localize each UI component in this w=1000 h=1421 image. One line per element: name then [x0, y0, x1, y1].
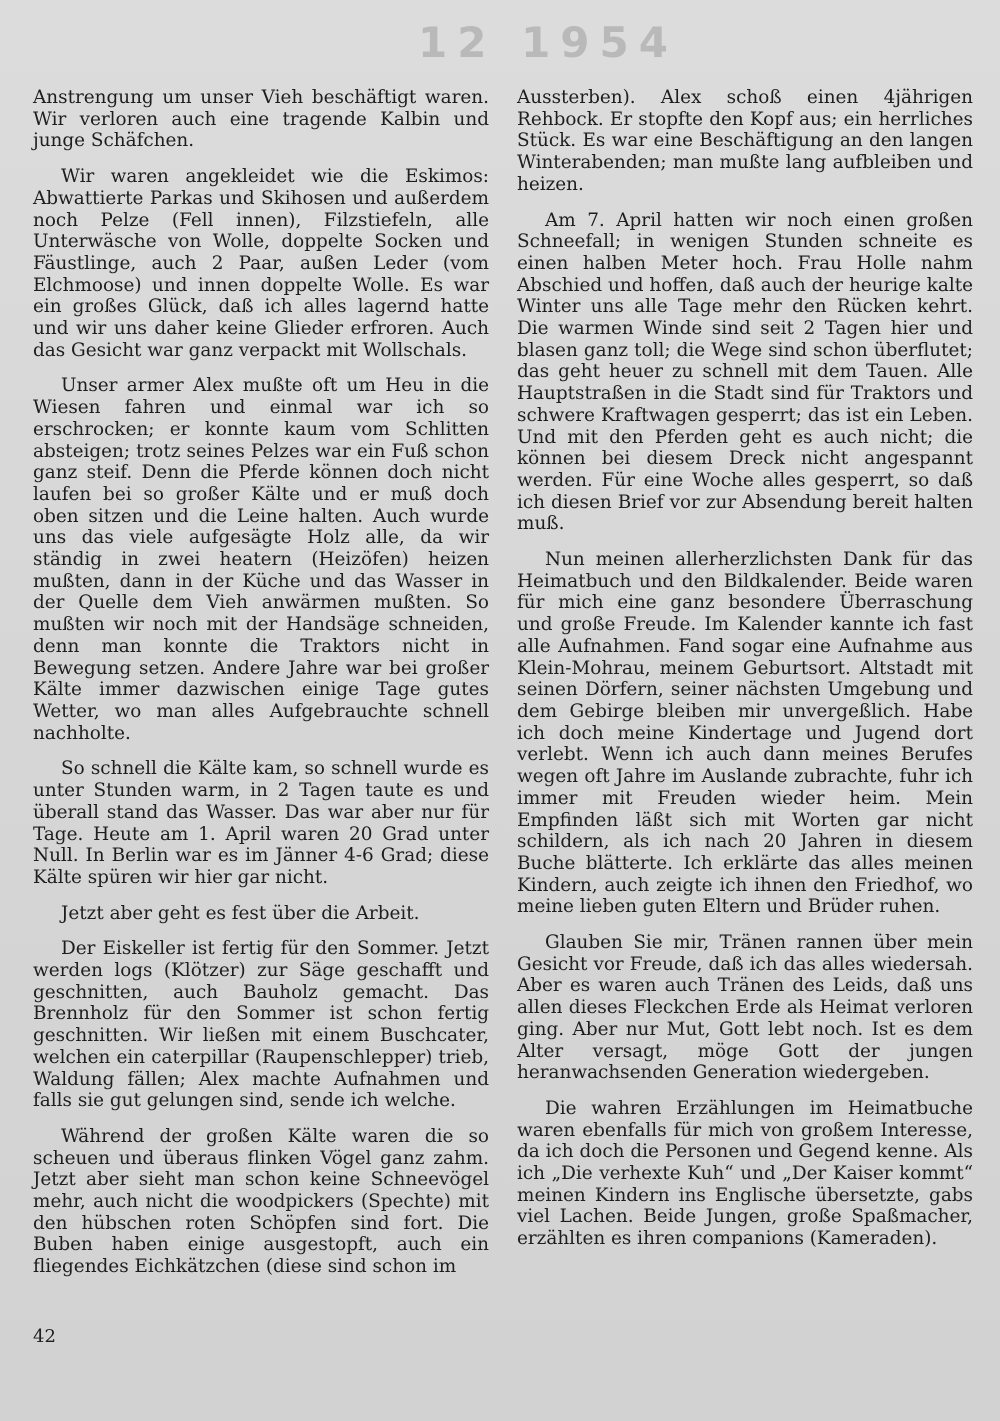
paragraph: Jetzt aber geht es fest über die Arbeit.	[61, 902, 420, 924]
right-column	[517, 87, 973, 1264]
paragraph: Am 7. April hatten wir noch einen großen Schneefall; in wenigen Stunden schneite es einen halben Meter hoch. Frau Holle nahm Abschied und hoffen, daß auch der heurige kalte Winter uns alle Tage mehr den Rücken kehrt. Die warmen Winde sind seit 2 Tagen hier und blasen ganz toll; die Wege sind schon überflutet; das geht heuer zu schnell mit dem Tauen. Alle Hauptstraßen in die Stadt sind für Traktors und schwere Kraftwagen gesperrt; das ist ein Leben. Und mit den Pferden geht es auch nicht; die können bei diesem Dreck nicht angespannt werden. Für eine Woche alles gesperrt, so daß ich diesen Brief vor zur Absendung bereit halten muß.	[517, 209, 973, 535]
paragraph: Der Eiskeller ist fertig für den Sommer. Jetzt werden logs (Klötzer) zur Säge geschafft und geschnitten, auch Bauholz gemacht. Das Brennholz für den Sommer ist schon fertig geschnitten. Wir ließen mit einem Buschcater, welchen ein caterpillar (Raupenschlepper) trieb, Waldung fällen; Alex machte Aufnahmen und falls sie gut gelungen sind, sende ich welche.	[33, 938, 489, 1112]
paragraph: Die wahren Erzählungen im Heimatbuche waren ebenfalls für mich von großem Interesse, da ich doch die Personen und Gegend kenne. Als ich „Die verhexte Kuh“ und „Der Kaiser kommt“ meinen Kindern ins Englische übersetzte, gabs viel Lachen. Beide Jungen, große Spaßmacher, erzählten es ihren companions (Kameraden).	[517, 1097, 973, 1250]
paragraph: Nun meinen allerherzlichsten Dank für das Heimatbuch und den Bildkalender. Beide waren für mich eine ganz besondere Überraschung und große Freude. Im Kalender kannte ich fast alle Aufnahmen. Fand sogar eine Aufnahme aus Klein-Mohrau, meinem Geburtsort. Altstadt mit seinen Dörfern, seiner nächsten Umgebung und dem Gebirge bleiben mir unvergeßlich. Habe ich doch meine Kindertage und Jugend dort verlebt. Wenn ich auch dann meines Berufes wegen oft Jahre im Auslande zubrachte, fuhr ich immer mit Freuden wieder heim. Mein Empfinden läßt sich mit Worten gar nicht schildern, als ich nach 20 Jahren in diesem Buche blätterte. Ich erklärte das alles meinen Kindern, auch zeigte ich ihnen den Friedhof, wo meine lieben guten Eltern und Brüder ruhen.	[517, 549, 973, 918]
paragraph: Wir waren angekleidet wie die Eskimos: Abwattierte Parkas und Skihosen und außerdem noch Pelze (Fell innen), Filzstiefeln, alle Unterwäsche von Wolle, doppelte Socken und Fäustlinge, auch 2 Paar, außen Leder (vom Elchmoose) und innen doppelte Wolle. Es war ein großes Glück, daß ich alles lagernd hatte und wir uns daher keine Glieder erfroren. Auch das Gesicht war ganz verpackt mit Wollschals.	[33, 166, 489, 361]
paragraph: Während der großen Kälte waren die so scheuen und überaus flinken Vögel ganz zahm. Jetzt aber sieht man schon keine Schneevögel mehr, auch nicht die woodpickers (Spechte) mit den hübschen roten Schöpfen sind fort. Die Buben haben einige ausgestopft, auch ein fliegendes Eichkätzchen (diese sind schon im	[33, 1125, 489, 1278]
paragraph: Glauben Sie mir, Tränen rannen über mein Gesicht vor Freude, daß ich das alles wiedersah. Aber es waren auch Tränen des Leids, daß uns allen dieses Fleckchen Erde als Heimat verloren ging. Aber nur Mut, Gott lebt noch. Ist es dem Alter versagt, möge Gott der jungen heranwachsenden Generation wiedergeben.	[517, 932, 973, 1084]
left-column	[33, 87, 489, 1292]
paragraph: Aussterben). Alex schoß einen 4jährigen Rehbock. Er stopfte den Kopf aus; ein herrliches Stück. Es war eine Beschäftigung an den langen Winterabenden; man mußte lang aufbleiben und heizen.	[517, 87, 973, 195]
paragraph: Unser armer Alex mußte oft um Heu in die Wiesen fahren und einmal war ich so erschrocken; er konnte kaum vom Schlitten absteigen; trotz seines Pelzes war ein Fuß schon ganz steif. Denn die Pferde können doch nicht laufen bei so großer Kälte und er muß doch oben sitzen und die Leine halten. Auch wurde uns das viele aufgesägte Holz alle, da wir ständig in zwei heatern (Heizöfen) heizen mußten, dann in der Küche und das Wasser in der Quelle dem Vieh anwärmen mußten. So mußten wir noch mit der Handsäge schneiden, denn man konnte die Traktors nicht in Bewegung setzen. Andere Jahre war bei großer Kälte immer dazwischen einige Tage gutes Wetter, wo man alles Aufgebrauchte schnell nachholte.	[33, 375, 489, 744]
paragraph: Anstrengung um unser Vieh beschäftigt waren. Wir verloren auch eine tragende Kalbin und junge Schäfchen.	[33, 87, 489, 152]
paragraph: So schnell die Kälte kam, so schnell wurde es unter Stunden warm, in 2 Tagen taute es und überall stand das Wasser. Das war aber nur für Tage. Heute am 1. April waren 20 Grad unter Null. In Berlin war es im Jänner 4-6 Grad; diese Kälte spüren wir hier gar nicht.	[33, 758, 489, 888]
date-stamp: 12 1954	[418, 18, 678, 67]
page-number: 42	[33, 1326, 56, 1347]
